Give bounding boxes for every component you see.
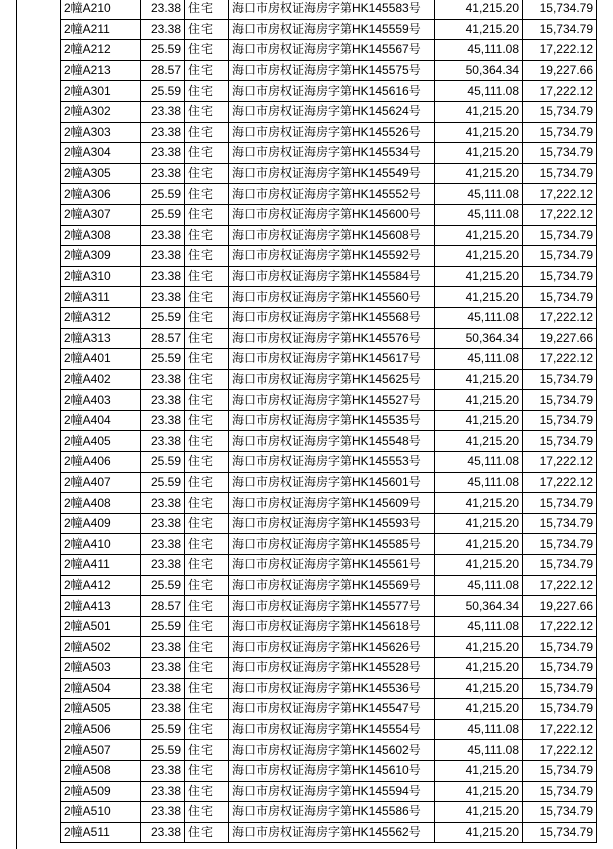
use-cell: 住宅 (185, 184, 229, 205)
price-cell: 41,215.20 (435, 699, 523, 720)
unit-cell: 2幢A303 (61, 122, 141, 143)
use-cell: 住宅 (185, 534, 229, 555)
table-row (61, 431, 597, 452)
table-row (61, 143, 597, 164)
unit-cell: 2幢A302 (61, 101, 141, 122)
use-cell: 住宅 (185, 575, 229, 596)
unit-cell: 2幢A306 (61, 184, 141, 205)
total-cell: 15,734.79 (523, 163, 597, 184)
area-cell: 25.59 (141, 204, 185, 225)
area-cell: 25.59 (141, 349, 185, 370)
use-cell: 住宅 (185, 60, 229, 81)
unit-cell: 2幢A504 (61, 678, 141, 699)
unit-cell: 2幢A210 (61, 0, 141, 19)
unit-cell: 2幢A508 (61, 760, 141, 781)
total-cell: 15,734.79 (523, 760, 597, 781)
total-cell: 17,222.12 (523, 452, 597, 473)
total-cell: 15,734.79 (523, 822, 597, 843)
use-cell: 住宅 (185, 699, 229, 720)
price-cell: 41,215.20 (435, 802, 523, 823)
table-row (61, 287, 597, 308)
unit-cell: 2幢A309 (61, 246, 141, 267)
use-cell: 住宅 (185, 637, 229, 658)
area-cell: 25.59 (141, 184, 185, 205)
price-cell: 45,111.08 (435, 307, 523, 328)
certificate-cell: 海口市房权证海房字第HK145602号 (229, 740, 435, 761)
use-cell: 住宅 (185, 225, 229, 246)
area-cell: 23.38 (141, 163, 185, 184)
table-row (61, 555, 597, 576)
price-cell: 45,111.08 (435, 204, 523, 225)
certificate-cell: 海口市房权证海房字第HK145625号 (229, 369, 435, 390)
area-cell: 23.38 (141, 101, 185, 122)
unit-cell: 2幢A505 (61, 699, 141, 720)
area-cell: 23.38 (141, 122, 185, 143)
use-cell: 住宅 (185, 802, 229, 823)
certificate-cell: 海口市房权证海房字第HK145617号 (229, 349, 435, 370)
total-cell: 19,227.66 (523, 60, 597, 81)
unit-cell: 2幢A307 (61, 204, 141, 225)
table-row (61, 163, 597, 184)
certificate-cell: 海口市房权证海房字第HK145528号 (229, 658, 435, 679)
price-cell: 41,215.20 (435, 781, 523, 802)
table-row (61, 307, 597, 328)
total-cell: 15,734.79 (523, 658, 597, 679)
unit-cell: 2幢A301 (61, 81, 141, 102)
table-row (61, 410, 597, 431)
use-cell: 住宅 (185, 781, 229, 802)
table-row (61, 719, 597, 740)
certificate-cell: 海口市房权证海房字第HK145561号 (229, 555, 435, 576)
use-cell: 住宅 (185, 266, 229, 287)
price-cell: 41,215.20 (435, 658, 523, 679)
certificate-cell: 海口市房权证海房字第HK145536号 (229, 678, 435, 699)
area-cell: 23.38 (141, 658, 185, 679)
unit-cell: 2幢A305 (61, 163, 141, 184)
total-cell: 15,734.79 (523, 802, 597, 823)
unit-cell: 2幢A503 (61, 658, 141, 679)
unit-cell: 2幢A402 (61, 369, 141, 390)
use-cell: 住宅 (185, 40, 229, 61)
total-cell: 15,734.79 (523, 493, 597, 514)
price-cell: 45,111.08 (435, 616, 523, 637)
area-cell: 23.38 (141, 225, 185, 246)
left-border-line (16, 0, 17, 849)
total-cell: 15,734.79 (523, 431, 597, 452)
certificate-cell: 海口市房权证海房字第HK145549号 (229, 163, 435, 184)
unit-cell: 2幢A406 (61, 452, 141, 473)
certificate-cell: 海口市房权证海房字第HK145618号 (229, 616, 435, 637)
total-cell: 15,734.79 (523, 699, 597, 720)
certificate-cell: 海口市房权证海房字第HK145526号 (229, 122, 435, 143)
certificate-cell: 海口市房权证海房字第HK145594号 (229, 781, 435, 802)
use-cell: 住宅 (185, 204, 229, 225)
area-cell: 23.38 (141, 534, 185, 555)
price-cell: 41,215.20 (435, 637, 523, 658)
total-cell: 17,222.12 (523, 575, 597, 596)
unit-cell: 2幢A304 (61, 143, 141, 164)
table-row (61, 81, 597, 102)
total-cell: 15,734.79 (523, 678, 597, 699)
area-cell: 23.38 (141, 0, 185, 19)
table-row (61, 637, 597, 658)
use-cell: 住宅 (185, 431, 229, 452)
table-row (61, 575, 597, 596)
total-cell: 15,734.79 (523, 390, 597, 411)
table-row (61, 616, 597, 637)
table-row (61, 328, 597, 349)
price-cell: 41,215.20 (435, 266, 523, 287)
use-cell: 住宅 (185, 493, 229, 514)
use-cell: 住宅 (185, 472, 229, 493)
unit-cell: 2幢A509 (61, 781, 141, 802)
table-row (61, 678, 597, 699)
certificate-cell: 海口市房权证海房字第HK145592号 (229, 246, 435, 267)
area-cell: 23.38 (141, 19, 185, 40)
total-cell: 15,734.79 (523, 369, 597, 390)
unit-cell: 2幢A312 (61, 307, 141, 328)
use-cell: 住宅 (185, 760, 229, 781)
total-cell: 15,734.79 (523, 19, 597, 40)
price-cell: 41,215.20 (435, 287, 523, 308)
use-cell: 住宅 (185, 328, 229, 349)
total-cell: 15,734.79 (523, 513, 597, 534)
certificate-cell: 海口市房权证海房字第HK145593号 (229, 513, 435, 534)
area-cell: 25.59 (141, 307, 185, 328)
price-cell: 50,364.34 (435, 328, 523, 349)
price-cell: 45,111.08 (435, 740, 523, 761)
area-cell: 25.59 (141, 81, 185, 102)
unit-cell: 2幢A411 (61, 555, 141, 576)
use-cell: 住宅 (185, 307, 229, 328)
certificate-cell: 海口市房权证海房字第HK145548号 (229, 431, 435, 452)
total-cell: 15,734.79 (523, 225, 597, 246)
total-cell: 17,222.12 (523, 719, 597, 740)
unit-cell: 2幢A404 (61, 410, 141, 431)
certificate-cell: 海口市房权证海房字第HK145577号 (229, 596, 435, 617)
area-cell: 23.38 (141, 266, 185, 287)
price-cell: 45,111.08 (435, 719, 523, 740)
area-cell: 23.38 (141, 802, 185, 823)
certificate-cell: 海口市房权证海房字第HK145608号 (229, 225, 435, 246)
unit-cell: 2幢A409 (61, 513, 141, 534)
total-cell: 17,222.12 (523, 616, 597, 637)
use-cell: 住宅 (185, 390, 229, 411)
use-cell: 住宅 (185, 19, 229, 40)
area-cell: 25.59 (141, 719, 185, 740)
total-cell: 17,222.12 (523, 307, 597, 328)
unit-cell: 2幢A502 (61, 637, 141, 658)
property-registry-table (60, 0, 597, 843)
total-cell: 15,734.79 (523, 287, 597, 308)
use-cell: 住宅 (185, 246, 229, 267)
area-cell: 23.38 (141, 431, 185, 452)
price-cell: 45,111.08 (435, 184, 523, 205)
table-row (61, 246, 597, 267)
total-cell: 19,227.66 (523, 328, 597, 349)
table-row (61, 369, 597, 390)
total-cell: 15,734.79 (523, 246, 597, 267)
unit-cell: 2幢A413 (61, 596, 141, 617)
use-cell: 住宅 (185, 143, 229, 164)
area-cell: 23.38 (141, 555, 185, 576)
price-cell: 41,215.20 (435, 143, 523, 164)
use-cell: 住宅 (185, 81, 229, 102)
total-cell: 19,227.66 (523, 596, 597, 617)
table-row (61, 204, 597, 225)
area-cell: 28.57 (141, 328, 185, 349)
unit-cell: 2幢A412 (61, 575, 141, 596)
table-row (61, 225, 597, 246)
table-row (61, 760, 597, 781)
unit-cell: 2幢A211 (61, 19, 141, 40)
use-cell: 住宅 (185, 452, 229, 473)
certificate-cell: 海口市房权证海房字第HK145569号 (229, 575, 435, 596)
use-cell: 住宅 (185, 101, 229, 122)
price-cell: 45,111.08 (435, 452, 523, 473)
use-cell: 住宅 (185, 349, 229, 370)
certificate-cell: 海口市房权证海房字第HK145560号 (229, 287, 435, 308)
use-cell: 住宅 (185, 658, 229, 679)
unit-cell: 2幢A506 (61, 719, 141, 740)
total-cell: 15,734.79 (523, 0, 597, 19)
total-cell: 15,734.79 (523, 637, 597, 658)
unit-cell: 2幢A311 (61, 287, 141, 308)
total-cell: 15,734.79 (523, 534, 597, 555)
table-row (61, 0, 597, 19)
area-cell: 28.57 (141, 60, 185, 81)
area-cell: 23.38 (141, 637, 185, 658)
table-row (61, 534, 597, 555)
unit-cell: 2幢A310 (61, 266, 141, 287)
certificate-cell: 海口市房权证海房字第HK145610号 (229, 760, 435, 781)
certificate-cell: 海口市房权证海房字第HK145576号 (229, 328, 435, 349)
price-cell: 41,215.20 (435, 534, 523, 555)
unit-cell: 2幢A507 (61, 740, 141, 761)
use-cell: 住宅 (185, 822, 229, 843)
table-row (61, 822, 597, 843)
price-cell: 45,111.08 (435, 81, 523, 102)
price-cell: 45,111.08 (435, 40, 523, 61)
certificate-cell: 海口市房权证海房字第HK145567号 (229, 40, 435, 61)
use-cell: 住宅 (185, 369, 229, 390)
certificate-cell: 海口市房权证海房字第HK145535号 (229, 410, 435, 431)
table-row (61, 101, 597, 122)
table-row (61, 40, 597, 61)
table-row (61, 184, 597, 205)
total-cell: 15,734.79 (523, 101, 597, 122)
table-row (61, 266, 597, 287)
use-cell: 住宅 (185, 0, 229, 19)
area-cell: 25.59 (141, 616, 185, 637)
total-cell: 17,222.12 (523, 740, 597, 761)
certificate-cell: 海口市房权证海房字第HK145601号 (229, 472, 435, 493)
price-cell: 41,215.20 (435, 410, 523, 431)
area-cell: 25.59 (141, 740, 185, 761)
area-cell: 23.38 (141, 369, 185, 390)
area-cell: 23.38 (141, 781, 185, 802)
table-row (61, 390, 597, 411)
area-cell: 25.59 (141, 472, 185, 493)
area-cell: 23.38 (141, 513, 185, 534)
price-cell: 41,215.20 (435, 19, 523, 40)
price-cell: 41,215.20 (435, 493, 523, 514)
total-cell: 17,222.12 (523, 40, 597, 61)
table-row (61, 802, 597, 823)
total-cell: 17,222.12 (523, 81, 597, 102)
unit-cell: 2幢A501 (61, 616, 141, 637)
certificate-cell: 海口市房权证海房字第HK145600号 (229, 204, 435, 225)
price-cell: 41,215.20 (435, 431, 523, 452)
total-cell: 15,734.79 (523, 555, 597, 576)
area-cell: 28.57 (141, 596, 185, 617)
certificate-cell: 海口市房权证海房字第HK145547号 (229, 699, 435, 720)
total-cell: 17,222.12 (523, 184, 597, 205)
total-cell: 15,734.79 (523, 122, 597, 143)
total-cell: 15,734.79 (523, 143, 597, 164)
price-cell: 41,215.20 (435, 246, 523, 267)
certificate-cell: 海口市房权证海房字第HK145626号 (229, 637, 435, 658)
area-cell: 25.59 (141, 40, 185, 61)
table-row (61, 122, 597, 143)
certificate-cell: 海口市房权证海房字第HK145527号 (229, 390, 435, 411)
certificate-cell: 海口市房权证海房字第HK145583号 (229, 0, 435, 19)
table-row (61, 452, 597, 473)
total-cell: 17,222.12 (523, 472, 597, 493)
use-cell: 住宅 (185, 740, 229, 761)
area-cell: 23.38 (141, 699, 185, 720)
use-cell: 住宅 (185, 163, 229, 184)
certificate-cell: 海口市房权证海房字第HK145575号 (229, 60, 435, 81)
area-cell: 23.38 (141, 678, 185, 699)
total-cell: 17,222.12 (523, 204, 597, 225)
price-cell: 41,215.20 (435, 822, 523, 843)
price-cell: 45,111.08 (435, 472, 523, 493)
unit-cell: 2幢A510 (61, 802, 141, 823)
table-row (61, 60, 597, 81)
use-cell: 住宅 (185, 287, 229, 308)
price-cell: 45,111.08 (435, 575, 523, 596)
certificate-cell: 海口市房权证海房字第HK145616号 (229, 81, 435, 102)
unit-cell: 2幢A405 (61, 431, 141, 452)
certificate-cell: 海口市房权证海房字第HK145562号 (229, 822, 435, 843)
unit-cell: 2幢A313 (61, 328, 141, 349)
area-cell: 25.59 (141, 575, 185, 596)
area-cell: 23.38 (141, 246, 185, 267)
certificate-cell: 海口市房权证海房字第HK145559号 (229, 19, 435, 40)
total-cell: 15,734.79 (523, 781, 597, 802)
area-cell: 23.38 (141, 493, 185, 514)
use-cell: 住宅 (185, 596, 229, 617)
table-row (61, 472, 597, 493)
area-cell: 23.38 (141, 410, 185, 431)
certificate-cell: 海口市房权证海房字第HK145585号 (229, 534, 435, 555)
certificate-cell: 海口市房权证海房字第HK145554号 (229, 719, 435, 740)
table-row (61, 349, 597, 370)
table-row (61, 740, 597, 761)
price-cell: 41,215.20 (435, 163, 523, 184)
unit-cell: 2幢A407 (61, 472, 141, 493)
table-body (61, 0, 597, 843)
price-cell: 41,215.20 (435, 0, 523, 19)
use-cell: 住宅 (185, 513, 229, 534)
total-cell: 15,734.79 (523, 410, 597, 431)
price-cell: 41,215.20 (435, 101, 523, 122)
certificate-cell: 海口市房权证海房字第HK145624号 (229, 101, 435, 122)
area-cell: 23.38 (141, 390, 185, 411)
price-cell: 45,111.08 (435, 349, 523, 370)
use-cell: 住宅 (185, 410, 229, 431)
certificate-cell: 海口市房权证海房字第HK145609号 (229, 493, 435, 514)
unit-cell: 2幢A403 (61, 390, 141, 411)
unit-cell: 2幢A213 (61, 60, 141, 81)
certificate-cell: 海口市房权证海房字第HK145584号 (229, 266, 435, 287)
certificate-cell: 海口市房权证海房字第HK145586号 (229, 802, 435, 823)
certificate-cell: 海口市房权证海房字第HK145552号 (229, 184, 435, 205)
table-row (61, 513, 597, 534)
price-cell: 50,364.34 (435, 596, 523, 617)
certificate-cell: 海口市房权证海房字第HK145568号 (229, 307, 435, 328)
table-row (61, 781, 597, 802)
table-row (61, 596, 597, 617)
area-cell: 23.38 (141, 760, 185, 781)
table-row (61, 493, 597, 514)
use-cell: 住宅 (185, 555, 229, 576)
use-cell: 住宅 (185, 616, 229, 637)
price-cell: 41,215.20 (435, 369, 523, 390)
total-cell: 15,734.79 (523, 266, 597, 287)
area-cell: 25.59 (141, 452, 185, 473)
price-cell: 41,215.20 (435, 513, 523, 534)
use-cell: 住宅 (185, 719, 229, 740)
unit-cell: 2幢A308 (61, 225, 141, 246)
certificate-cell: 海口市房权证海房字第HK145534号 (229, 143, 435, 164)
unit-cell: 2幢A511 (61, 822, 141, 843)
price-cell: 41,215.20 (435, 122, 523, 143)
price-cell: 41,215.20 (435, 390, 523, 411)
price-cell: 50,364.34 (435, 60, 523, 81)
unit-cell: 2幢A410 (61, 534, 141, 555)
table-row (61, 658, 597, 679)
area-cell: 23.38 (141, 143, 185, 164)
use-cell: 住宅 (185, 678, 229, 699)
unit-cell: 2幢A401 (61, 349, 141, 370)
unit-cell: 2幢A212 (61, 40, 141, 61)
price-cell: 41,215.20 (435, 555, 523, 576)
table-row (61, 19, 597, 40)
price-cell: 41,215.20 (435, 760, 523, 781)
area-cell: 23.38 (141, 822, 185, 843)
table-row (61, 699, 597, 720)
use-cell: 住宅 (185, 122, 229, 143)
area-cell: 23.38 (141, 287, 185, 308)
unit-cell: 2幢A408 (61, 493, 141, 514)
price-cell: 41,215.20 (435, 678, 523, 699)
total-cell: 17,222.12 (523, 349, 597, 370)
certificate-cell: 海口市房权证海房字第HK145553号 (229, 452, 435, 473)
price-cell: 41,215.20 (435, 225, 523, 246)
